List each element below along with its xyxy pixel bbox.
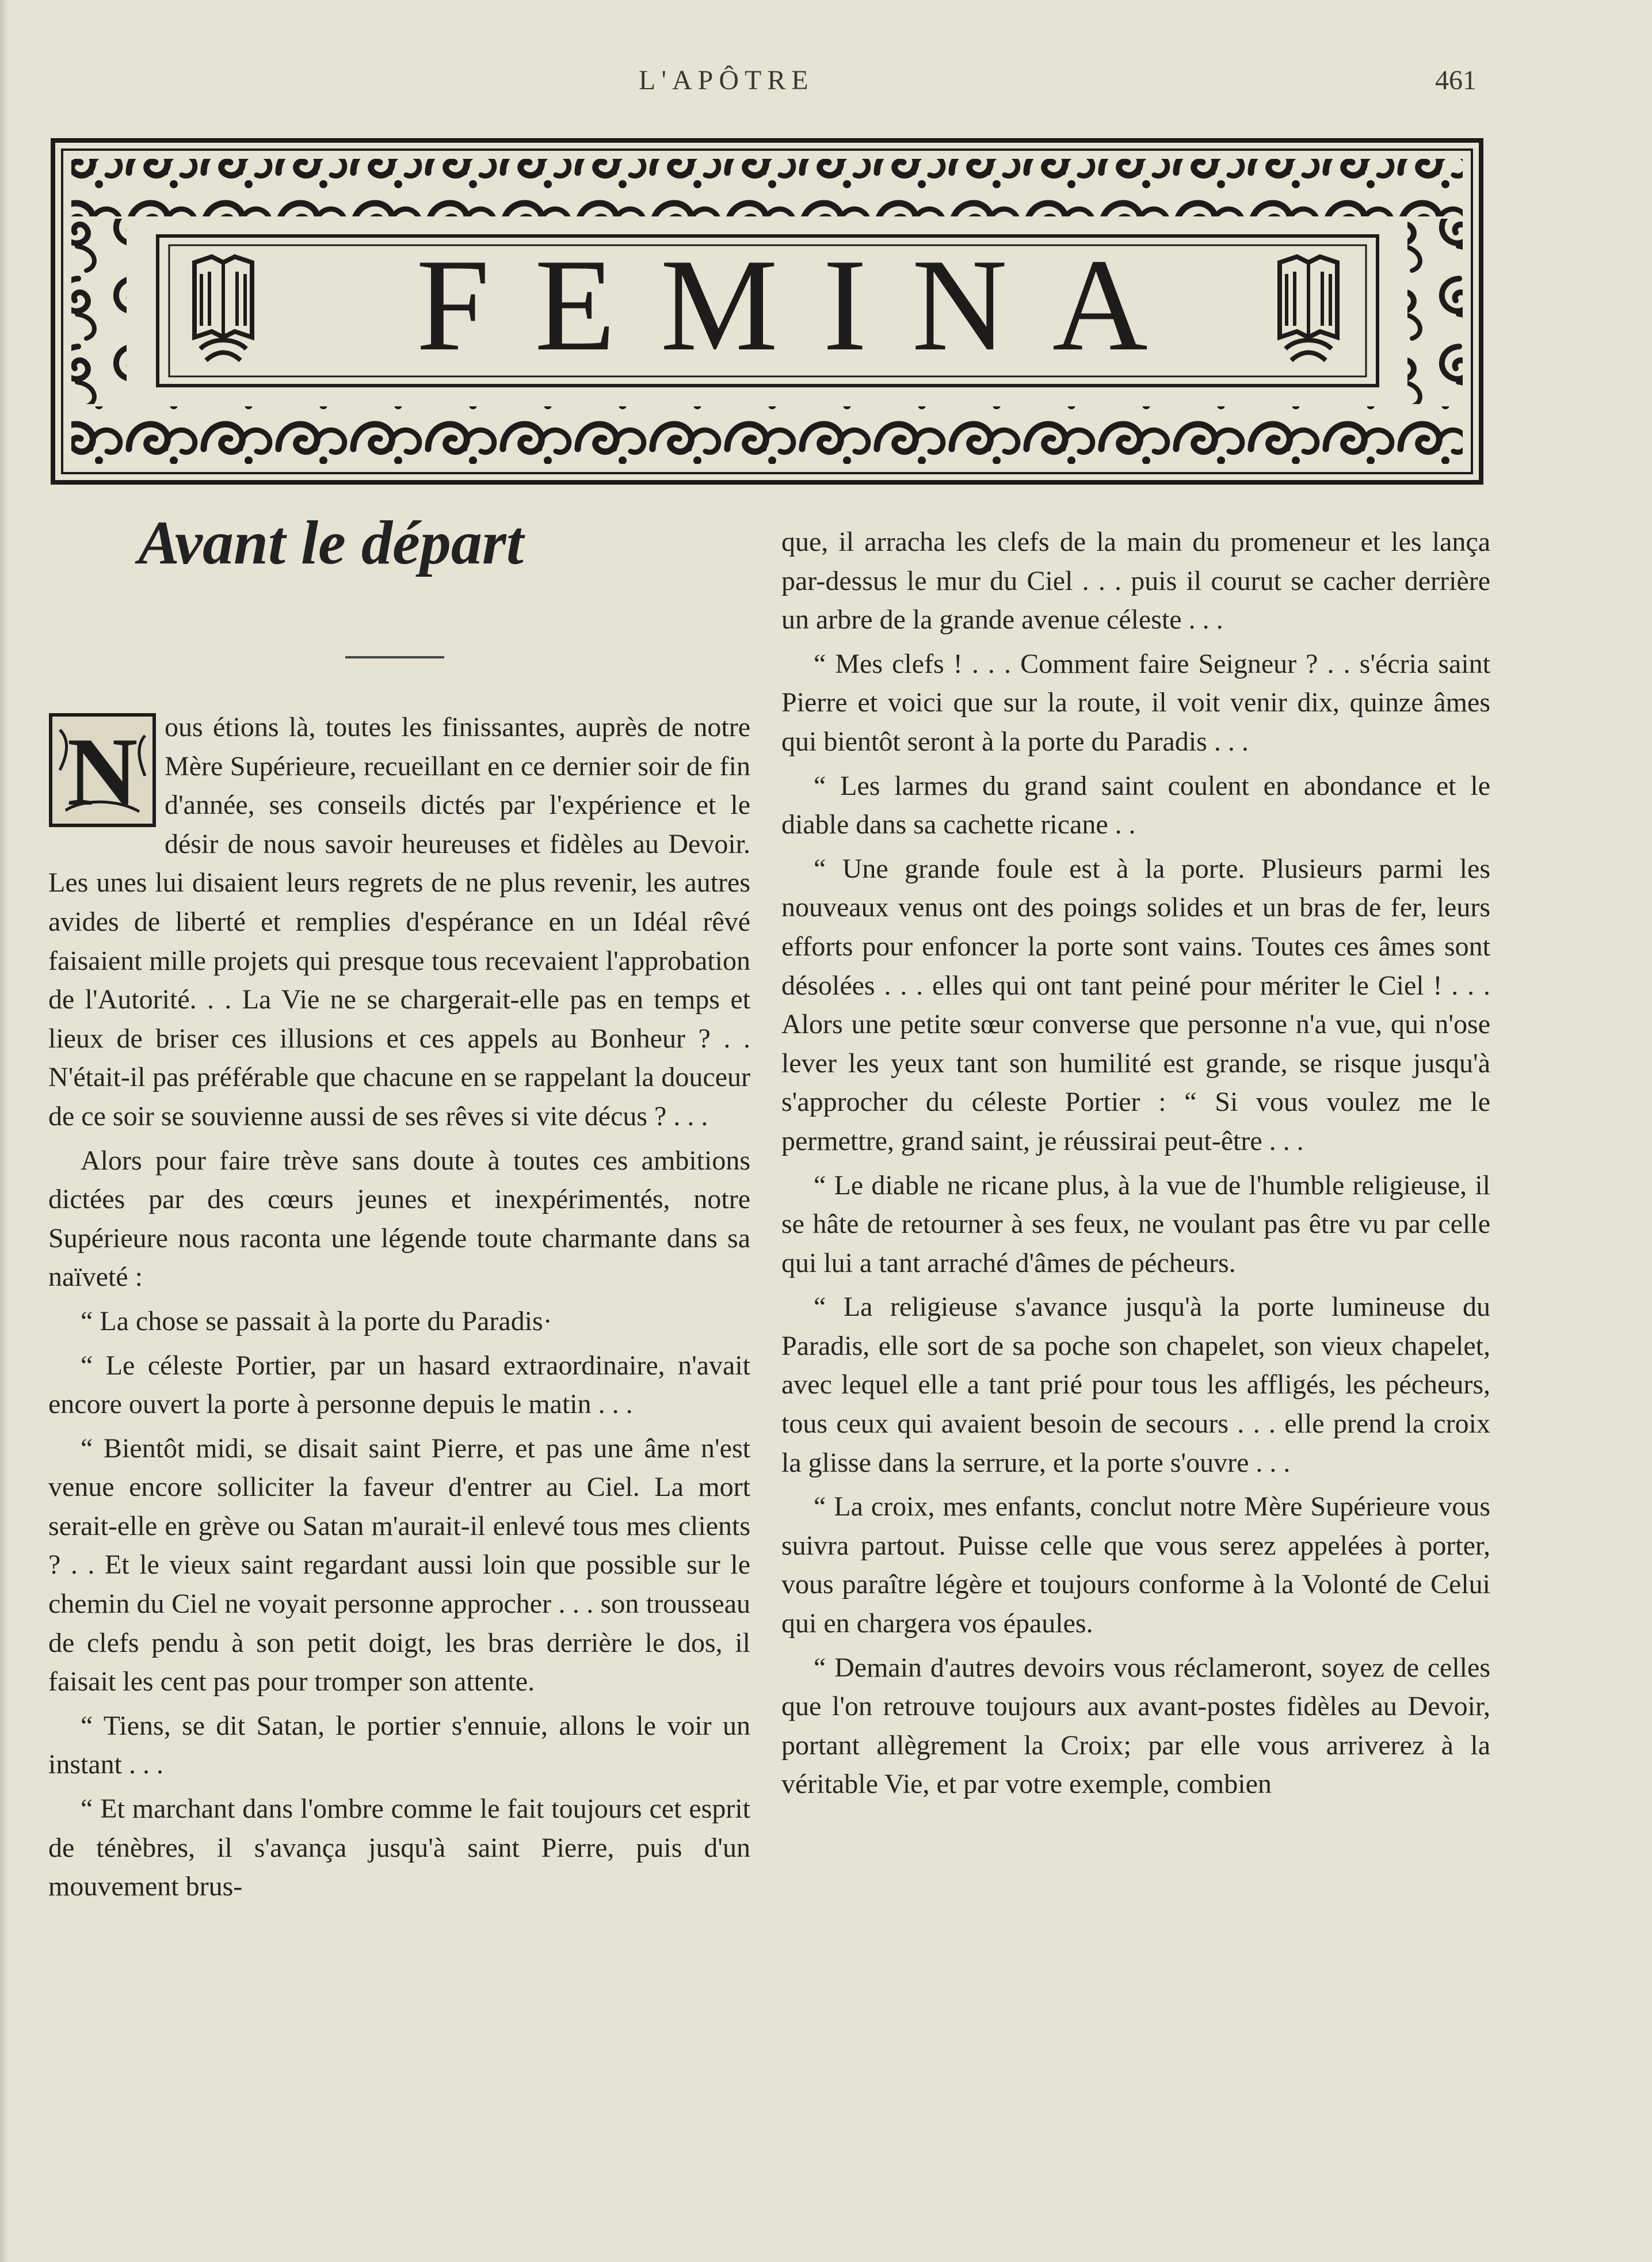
drop-cap <box>48 713 157 828</box>
title-divider <box>345 656 444 658</box>
paragraph: “ Et marchant dans l'ombre comme le fait toujours cet esprit de ténèbres, il s'avança jusqu'à saint Pierre, puis d'un mouvement brus- <box>48 1793 750 1902</box>
paragraph-text: ous étions là, toutes les finissantes, auprès de notre Mère Supérieure, recueillant en ce dernier soir de fin d'année, ses conseils dictés par l'expérience et le désir de nous savoir heureuses et fidèles au Devoir. Les unes lui disaient leurs regrets de ne plus revenir, les autres avides de liberté et remplies d'espérance en un Idéal rêvé faisaient mille projets qui presque tous recevaient l'approbation de l'Autorité. . . La Vie ne se chargerait-elle pas en temps et lieux de briser ces illusions et ces appels au Bonheur ? . . N'était-il pas préférable que chacune en se rappelant la douceur de ce soir se souvienne aussi de ses rêves si vite décus ? . . . <box>48 712 750 1132</box>
paragraph: “ Le céleste Portier, par un hasard extraordinaire, n'avait encore ouvert la porte à personne depuis le matin . . . <box>48 1350 750 1420</box>
drop-cap-letter: N <box>67 718 138 826</box>
section-title: FEMINA <box>416 231 1193 378</box>
paragraph: “ Demain d'autres devoirs vous réclameront, soyez de celles que l'on retrouve toujours aux avant-postes fidèles au Devoir, portant allègrement la Croix; par elle vous arriverez à la véritable Vie, et par votre exemple, combien <box>781 1652 1490 1800</box>
paragraph: “ Mes clefs ! . . . Comment faire Seigneur ? . . s'écria saint Pierre et voici que sur la route, il voit venir dix, quinze âmes qui bientôt seront à la porte du Paradis . . . <box>781 648 1490 757</box>
drop-cap-ornament <box>48 713 157 828</box>
paragraph: “ La croix, mes enfants, conclut notre Mère Supérieure vous suivra partout. Puisse celle que vous serez appelées à porter, vous paraître légère et toujours conforme à la Volonté de Celui qui en chargera vos épaules. <box>781 1491 1490 1639</box>
running-header <box>0 64 1652 105</box>
article-title: Avant le départ <box>138 509 524 577</box>
paragraph: “ La religieuse s'avance jusqu'à la porte lumineuse du Paradis, elle sort de sa poche son chapelet, son vieux chapelet, avec lequel elle a tant prié pour tous les affligés, les pécheurs, tous ceux qui avaient besoin de secours . . . elle prend la croix la glisse dans la serrure, et la porte s'ouvre . . . <box>781 1292 1490 1478</box>
journal-title: L'APÔTRE <box>639 65 814 96</box>
paragraph: Alors pour faire trève sans doute à toutes ces ambitions dictées par des cœurs jeunes et inexpérimentés, notre Supérieure nous raconta une légende toute charmante dans sa naïveté : <box>48 1145 750 1293</box>
paragraph: “ Une grande foule est à la porte. Plusieurs parmi les nouveaux venus ont des poings solides et un bras de fer, leurs efforts pour enfoncer la porte sont vains. Toutes ces âmes sont désolées . . . elles qui ont tant peiné pour mériter le Ciel ! . . . Alors une petite sœur converse que personne n'a vue, qui n'ose lever les yeux tant son humilité est grande, se risque jusqu'à s'approcher du céleste Portier : “ Si vous voulez me le permettre, grand saint, je réussirai peut-être . . . <box>781 853 1490 1156</box>
paragraph <box>48 708 750 1136</box>
page-number: 461 <box>1435 65 1477 96</box>
left-column <box>48 708 750 1911</box>
page-binding-edge <box>0 0 8 2262</box>
paragraph: “ Les larmes du grand saint coulent en abondance et le diable dans sa cachette ricane . . <box>781 770 1490 840</box>
paragraph: que, il arracha les clefs de la main du promeneur et les lança par-dessus le mur du Ciel . . . puis il courut se cacher derrière un arbre de la grande avenue céleste . . . <box>781 527 1490 635</box>
paragraph: “ Tiens, se dit Satan, le portier s'ennuie, allons le voir un instant . . . <box>48 1710 750 1780</box>
paragraph: “ Le diable ne ricane plus, à la vue de l'humble religieuse, il se hâte de retourner à ses feux, ne voulant pas être vu par celle qui lui a tant arraché d'âmes de pécheurs. <box>781 1170 1490 1278</box>
paragraph: “ La chose se passait à la porte du Paradis· <box>81 1305 552 1336</box>
right-column <box>781 523 1490 1809</box>
section-banner <box>51 138 1483 485</box>
paragraph: “ Bientôt midi, se disait saint Pierre, et pas une âme n'est venue encore solliciter la faveur d'entrer au Ciel. La mort serait-elle en grève ou Satan m'aurait-il enlevé tous mes clients ? . . Et le vieux saint regardant aussi loin que possible sur le chemin du Ciel ne voyait personne approcher . . . son trousseau de clefs pendu à son petit doigt, les bras derrière le dos, il faisait les cent pas pour tromper son attente. <box>48 1433 750 1697</box>
